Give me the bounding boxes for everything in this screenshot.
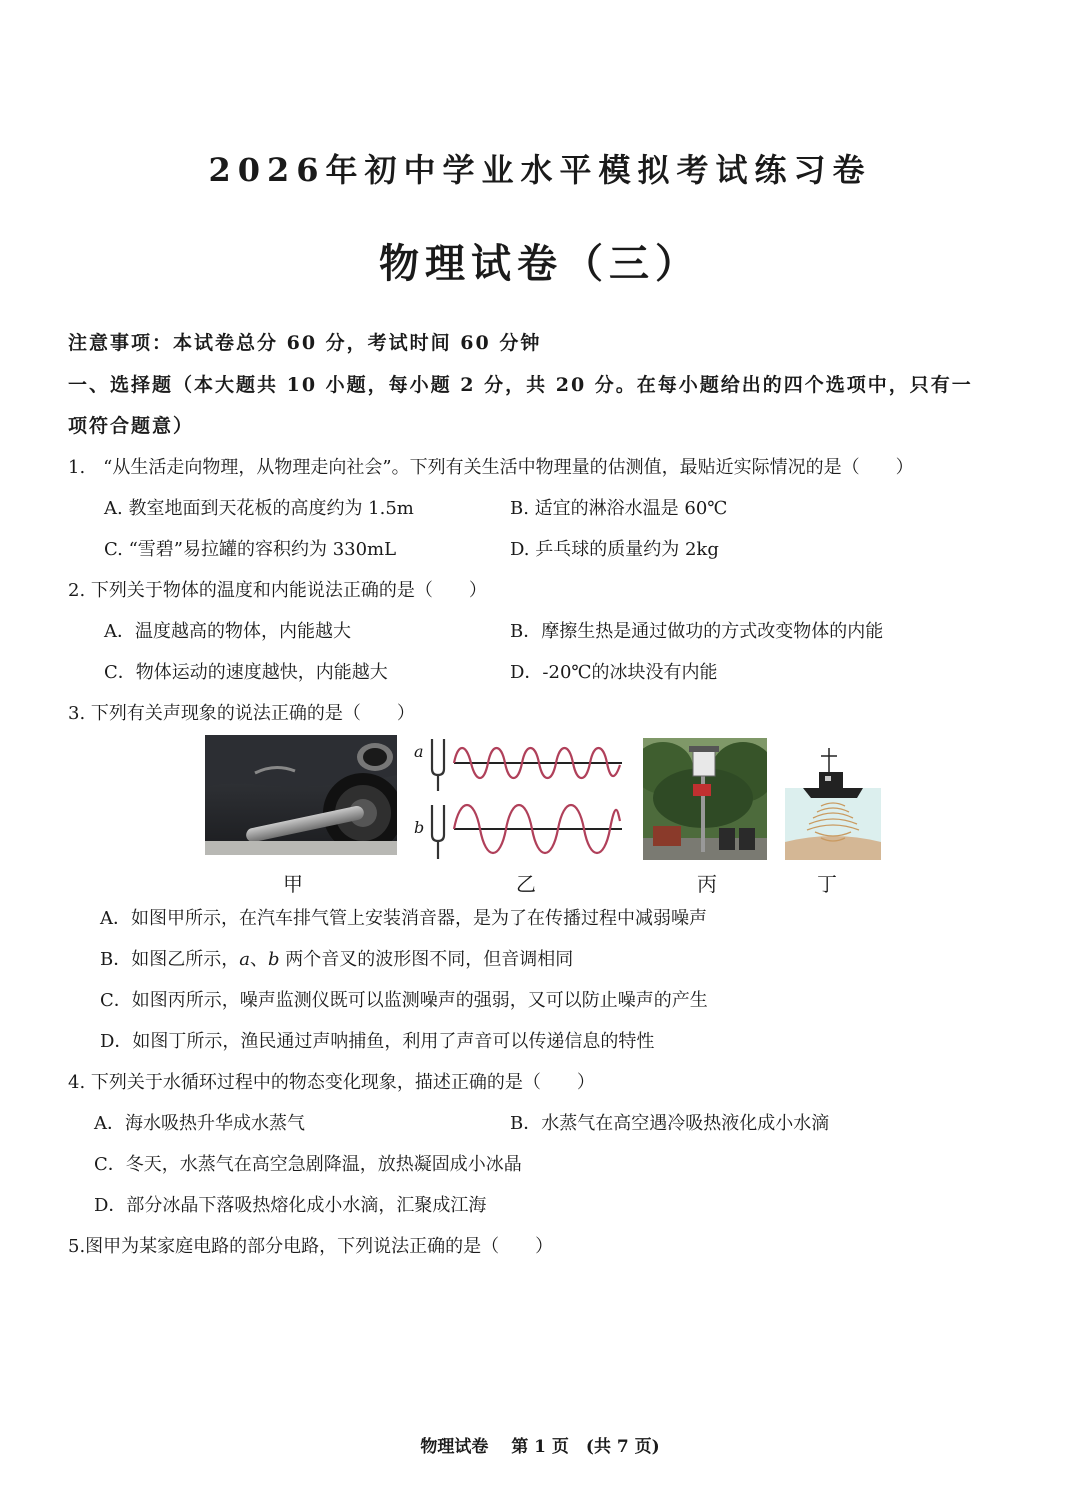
q2-option-d: D．-20℃的冰块没有内能 — [510, 662, 718, 683]
figure-label-yi: 乙 — [516, 872, 536, 896]
exam-title: 2026年初中学业水平模拟考试练习卷 — [208, 151, 872, 189]
notice: 注意事项：本试卷总分 60 分，考试时间 60 分钟 — [68, 332, 542, 354]
q4-stem: 4. 下列关于水循环过程中的物态变化现象，描述正确的是（ ） — [68, 1072, 595, 1093]
q3-option-b-b: b — [267, 949, 280, 970]
q2-option-b: B．摩擦生热是通过做功的方式改变物体的内能 — [510, 621, 884, 642]
q3-option-d: D．如图丁所示，渔民通过声呐捕鱼，利用了声音可以传递信息的特性 — [100, 1031, 655, 1052]
q3-option-b-a: a — [239, 949, 250, 970]
q4-option-c: C．冬天，水蒸气在高空急剧降温，放热凝固成小冰晶 — [94, 1154, 522, 1175]
section-heading-line2: 项符合题意） — [68, 415, 195, 437]
q1-stem: 1. “从生活走向物理，从物理走向社会”。下列有关生活中物理量的估测值，最贴近实际情况的是（ ） — [68, 457, 914, 478]
q1-option-d: D. 乒乓球的质量约为 2kg — [510, 539, 719, 560]
figure-label-ding: 丁 — [817, 872, 837, 896]
page-footer: 物理试卷 第 1 页 (共 7 页) — [420, 1437, 660, 1457]
q3-option-a: A．如图甲所示，在汽车排气管上安装消音器，是为了在传播过程中减弱噪声 — [100, 908, 707, 929]
fork-a-label: a — [414, 742, 424, 761]
q4-option-b: B．水蒸气在高空遇冷吸热液化成小水滴 — [510, 1113, 830, 1134]
q3-option-c: C．如图丙所示，噪声监测仪既可以监测噪声的强弱，又可以防止噪声的产生 — [100, 990, 708, 1011]
q4-option-a: A．海水吸热升华成水蒸气 — [94, 1113, 305, 1134]
q3-stem: 3. 下列有关声现象的说法正确的是（ ） — [68, 703, 415, 724]
q2-stem: 2. 下列关于物体的温度和内能说法正确的是（ ） — [68, 580, 487, 601]
q3-option-b-sep: 、 — [249, 949, 268, 970]
q3-option-b-prefix: B．如图乙所示， — [100, 949, 240, 970]
q1-option-c: C. “雪碧”易拉罐的容积约为 330mL — [104, 539, 397, 560]
fork-b-label: b — [414, 818, 425, 837]
figure-tuning-fork-waveforms — [408, 735, 630, 863]
q3-option-b-suffix: 两个音叉的波形图不同，但音调相同 — [279, 949, 574, 970]
figure-sonar-boat-image — [785, 742, 881, 860]
q5-stem: 5.图甲为某家庭电路的部分电路，下列说法正确的是（ ） — [68, 1236, 554, 1257]
figure-car-exhaust-image — [205, 735, 397, 855]
q4-option-d: D．部分冰晶下落吸热熔化成小水滴，汇聚成江海 — [94, 1195, 487, 1216]
section-heading-line1: 一、选择题（本大题共 10 小题，每小题 2 分，共 20 分。在每小题给出的四个选项中，只有一 — [68, 374, 973, 396]
figure-label-jia: 甲 — [283, 872, 303, 896]
q1-option-b: B. 适宜的淋浴水温是 60℃ — [510, 498, 728, 519]
q2-option-a: A．温度越高的物体，内能越大 — [104, 621, 351, 642]
q2-option-c: C．物体运动的速度越快，内能越大 — [104, 662, 388, 683]
q1-option-a: A. 教室地面到天花板的高度约为 1.5m — [104, 498, 414, 519]
exam-subtitle: 物理试卷（三） — [379, 240, 701, 287]
q3-option-b — [100, 945, 573, 971]
figure-label-bing: 丙 — [697, 872, 717, 896]
figure-noise-monitor-image — [643, 738, 767, 860]
